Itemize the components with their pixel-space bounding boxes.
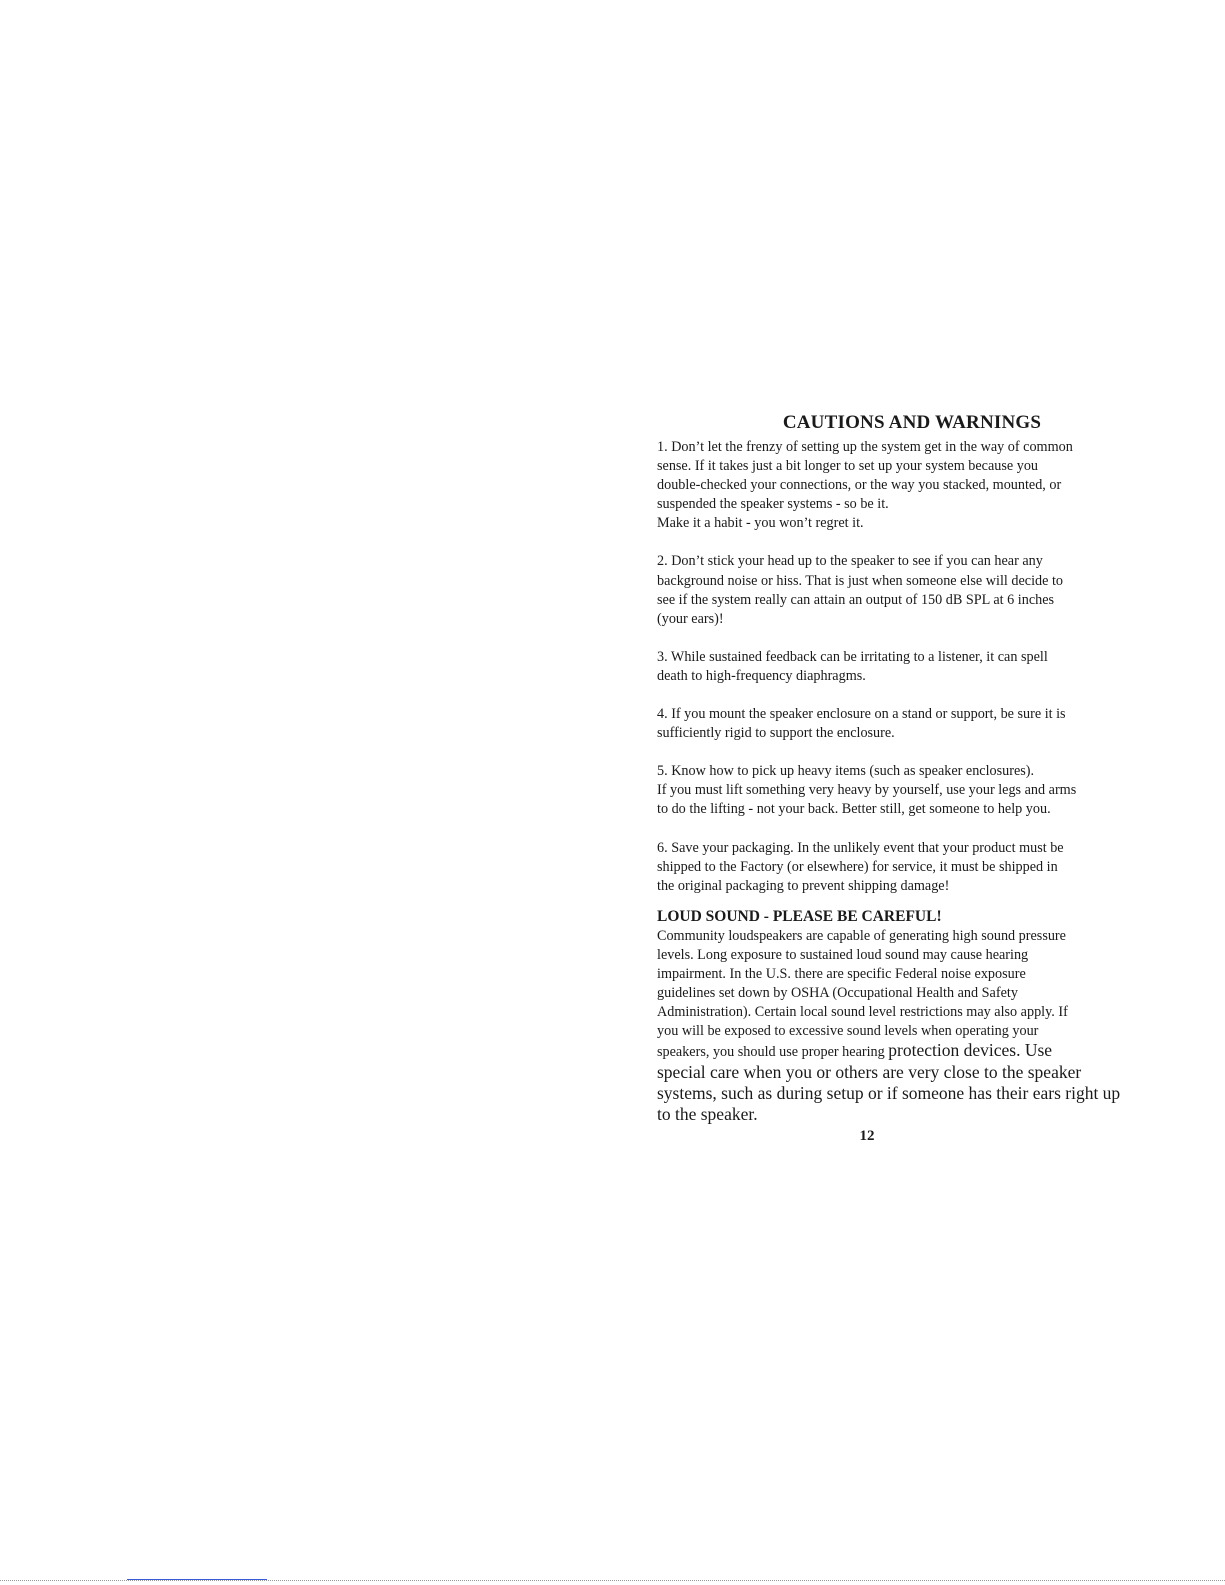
text-line: double-checked your connections, or the way you stacked, mounted, or <box>657 477 1062 494</box>
text-line: death to high-frequency diaphragms. <box>657 667 866 684</box>
text-line: guidelines set down by OSHA (Occupational Health and Safety <box>657 985 1018 1002</box>
paragraph-gap <box>657 896 1167 907</box>
text-line: Community loudspeakers are capable of generating high sound pressure <box>657 927 1066 944</box>
text-line: (your ears)! <box>657 610 724 627</box>
text-line: to the speaker. <box>657 1104 758 1125</box>
loud-sound-paragraph-large <box>657 1062 1167 1125</box>
text-line: you will be exposed to excessive sound levels when operating your <box>657 1023 1039 1040</box>
paragraph-gap <box>657 743 1167 762</box>
paragraph-gap <box>657 820 1167 839</box>
text-line: the original packaging to prevent shipping damage! <box>657 877 950 894</box>
text-line: If you must lift something very heavy by yourself, use your legs and arms <box>657 782 1077 799</box>
caution-item-2 <box>657 552 1167 628</box>
text-line: 1. Don’t let the frenzy of setting up the system get in the way of common <box>657 439 1073 455</box>
text-line-mixed <box>657 1041 1167 1062</box>
text-line: levels. Long exposure to sustained loud sound may cause hearing <box>657 946 1029 963</box>
bottom-dotted-rule <box>0 1580 1225 1581</box>
text-fragment: speakers, you should use proper hearing <box>657 1044 889 1061</box>
text-line: Make it a habit - you won’t regret it. <box>657 515 864 532</box>
text-line: background noise or hiss. That is just when someone else will decide to <box>657 572 1063 589</box>
text-fragment: protection devices. Use <box>888 1040 1053 1061</box>
text-line: suspended the speaker systems - so be it. <box>657 496 889 513</box>
text-line: to do the lifting - not your back. Better still, get someone to help you. <box>657 801 1051 818</box>
page-number <box>0 1128 1225 1145</box>
text-line: Administration). Certain local sound level restrictions may also apply. If <box>657 1004 1068 1021</box>
paragraph-gap <box>657 686 1167 705</box>
text-line: sufficiently rigid to support the enclosure. <box>657 725 895 742</box>
text-line: 6. Save your packaging. In the unlikely event that your product must be <box>657 839 1064 856</box>
loud-sound-heading: LOUD SOUND - PLEASE BE CAREFUL! <box>657 907 942 925</box>
text-line: 2. Don’t stick your head up to the speaker to see if you can hear any <box>657 553 1043 570</box>
page-number-text: 12 <box>859 1128 875 1144</box>
paragraph-gap <box>657 533 1167 552</box>
bottom-accent-rule <box>127 1579 267 1580</box>
paragraph-gap <box>657 629 1167 648</box>
text-line: special care when you or others are very close to the speaker <box>657 1062 1082 1083</box>
text-line: systems, such as during setup or if someone has their ears right up <box>657 1083 1121 1104</box>
caution-item-3 <box>657 648 1167 686</box>
loud-sound-paragraph <box>657 927 1167 1063</box>
caution-item-5 <box>657 762 1167 819</box>
text-line: impairment. In the U.S. there are specific Federal noise exposure <box>657 965 1026 982</box>
text-line: sense. If it takes just a bit longer to set up your system because you <box>657 458 1039 475</box>
text-line: 3. While sustained feedback can be irritating to a listener, it can spell <box>657 648 1048 665</box>
text-line: 4. If you mount the speaker enclosure on a stand or support, be sure it is <box>657 706 1066 723</box>
text-line: shipped to the Factory (or elsewhere) for service, it must be shipped in <box>657 858 1058 875</box>
text-line: 5. Know how to pick up heavy items (such as speaker enclosures). <box>657 763 1035 780</box>
page-content <box>657 410 1167 1125</box>
caution-item-6 <box>657 839 1167 896</box>
page-title: CAUTIONS AND WARNINGS <box>782 412 1042 433</box>
caution-item-1 <box>657 438 1167 533</box>
caution-item-4 <box>657 705 1167 743</box>
text-line: see if the system really can attain an output of 150 dB SPL at 6 inches <box>657 591 1055 608</box>
